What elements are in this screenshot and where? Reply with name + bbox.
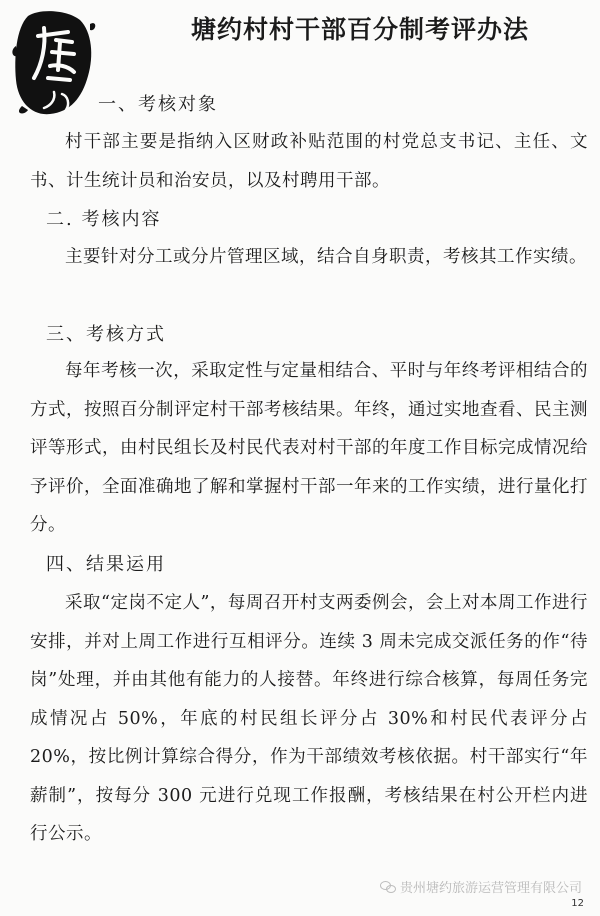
calligraphy-logo-icon (10, 6, 96, 118)
page-title: 塘约村村干部百分制考评办法 (190, 15, 529, 44)
section-heading-3: 三、考核方式 (46, 324, 166, 345)
section-paragraph-3: 每年考核一次，采取定性与定量相结合、平时与年终考评相结合的方式，按照百分制评定村干部考核结果。年终，通过实地查看、民主测评等形式，由村民组长及村民代表对村干部的年度工作目标完成情况给予评价，全面准确地了解和掌握村干部一年来的工作实绩，进行量化打分。 (30, 361, 588, 535)
tangyue-logo (10, 6, 96, 118)
watermark (380, 877, 582, 896)
section-paragraph-4: 采取“定岗不定人”，每周召开村支两委例会，会上对本周工作进行安排，并对上周工作进行互相评分。连续 3 周未完成交派任务的作“待岗”处理，并由其他有能力的人接替。年终进行综合核算，每周任务完成情况占 50%，年底的村民组长评分占 30%和村民代表评分占 20%，按比例计算综合得分，作为干部绩效考核依据。村干部实行“年薪制”，按每分 300 元进行兑现工作报酬，考核结果在村公开栏内进行公示。 (30, 593, 588, 844)
watermark-text: 贵州塘约旅游运营管理有限公司 (399, 881, 582, 896)
section-heading-2: 二. 考核内容 (46, 209, 162, 230)
section-paragraph-2: 主要针对分工或分片管理区域，结合自身职责，考核其工作实绩。 (65, 247, 587, 267)
section-heading-4: 四、结果运用 (46, 554, 166, 575)
page-number: 12 (571, 898, 584, 909)
section-paragraph-1: 村干部主要是指纳入区财政补贴范围的村党总支书记、主任、文书、计生统计员和治安员，以及村聘用干部。 (30, 132, 588, 191)
wechat-icon (380, 880, 396, 894)
section-heading-1: 一、考核对象 (98, 94, 218, 115)
